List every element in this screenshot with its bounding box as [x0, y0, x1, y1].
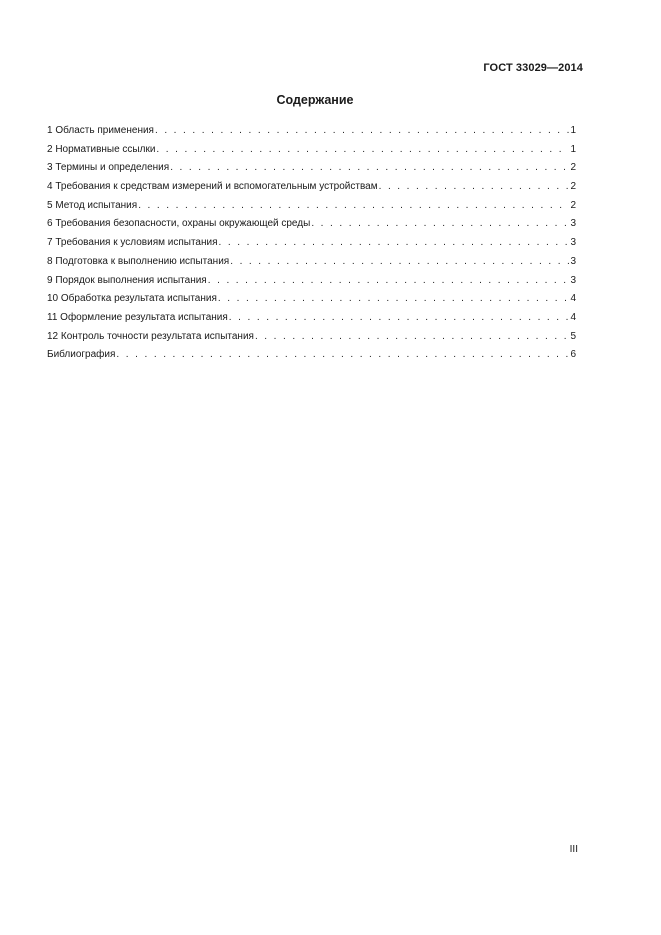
toc-entry[interactable] [47, 217, 576, 236]
toc-entry[interactable] [47, 236, 576, 255]
toc-leader-dots [379, 180, 570, 194]
toc-entry-page: 4 [570, 293, 576, 305]
toc-entry[interactable] [47, 180, 576, 199]
toc-entry-page: 2 [570, 199, 576, 211]
toc-entry-text: 4 Требования к средствам измерений и вспомогательным устройствам [47, 181, 378, 193]
toc-entry-page: 2 [570, 181, 576, 193]
toc-entry[interactable] [47, 124, 576, 143]
toc-entry-page: 3 [570, 255, 576, 267]
toc-leader-dots [138, 199, 569, 213]
toc-entry[interactable] [47, 292, 576, 311]
toc-entry[interactable] [47, 274, 576, 293]
toc-leader-dots [219, 236, 570, 250]
toc-entry-text: 2 Нормативные ссылки [47, 143, 156, 155]
toc-leader-dots [156, 143, 569, 157]
toc-entry[interactable] [47, 330, 576, 349]
toc-leader-dots [208, 274, 570, 288]
toc-entry-text: Библиография [47, 349, 116, 361]
toc-entry-text: 12 Контроль точности результата испытания [47, 330, 254, 342]
toc-entry-text: 11 Оформление результата испытания [47, 311, 228, 323]
toc-entry-text: 5 Метод испытания [47, 199, 138, 211]
toc-entry[interactable] [47, 199, 576, 218]
toc-leader-dots [116, 348, 569, 362]
toc-entry-page: 6 [570, 349, 576, 361]
toc-entry-text: 9 Порядок выполнения испытания [47, 274, 207, 286]
document-code: ГОСТ 33029—2014 [483, 62, 583, 74]
toc-entry[interactable] [47, 143, 576, 162]
toc-leader-dots [155, 124, 569, 138]
toc-entry-page: 3 [570, 237, 576, 249]
toc-entry-text: 7 Требования к условиям испытания [47, 237, 218, 249]
toc-entry-page: 3 [570, 274, 576, 286]
table-of-contents [47, 124, 576, 367]
toc-entry[interactable] [47, 255, 576, 274]
toc-entry[interactable] [47, 348, 576, 367]
toc-entry-page: 1 [570, 125, 576, 136]
toc-entry-text: 1 Область применения [47, 125, 154, 136]
toc-entry-page: 2 [570, 162, 576, 174]
toc-entry-text: 8 Подготовка к выполнению испытания [47, 255, 230, 267]
toc-leader-dots [229, 311, 570, 325]
toc-title: Содержание [276, 93, 354, 107]
toc-entry[interactable] [47, 311, 576, 330]
toc-entry[interactable] [47, 161, 576, 180]
page-number: III [569, 844, 578, 855]
toc-entry-page: 3 [570, 218, 576, 230]
toc-entry-text: 10 Обработка результата испытания [47, 293, 217, 305]
toc-leader-dots [230, 255, 569, 269]
toc-leader-dots [218, 292, 570, 306]
toc-entry-page: 4 [570, 311, 576, 323]
toc-leader-dots [255, 330, 569, 344]
toc-entry-page: 1 [570, 143, 576, 155]
toc-entry-text: 6 Требования безопасности, охраны окружающей среды [47, 218, 311, 230]
toc-entry-text: 3 Термины и определения [47, 162, 170, 174]
toc-leader-dots [170, 161, 569, 175]
toc-entry-page: 5 [570, 330, 576, 342]
toc-leader-dots [311, 217, 569, 231]
